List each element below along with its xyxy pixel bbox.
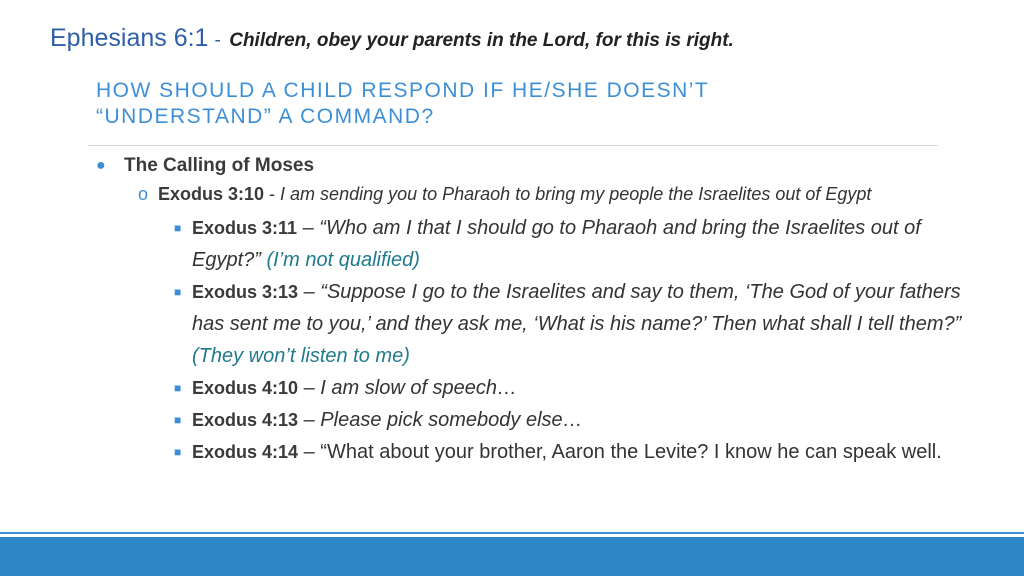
- item-label: The Calling of Moses: [124, 155, 315, 176]
- list-item: [96, 152, 976, 180]
- item-text: I am slow of speech…: [320, 377, 518, 399]
- item-note: (They won’t listen to me): [192, 345, 410, 367]
- item-separator: –: [298, 281, 321, 303]
- slide-heading: [96, 78, 709, 130]
- item-text: “Who am I that I should go to Pharaoh and bring the Israelites out of Egypt?”: [192, 217, 921, 271]
- title-reference: Ephesians 6:1: [50, 24, 209, 52]
- footer-rule: [0, 532, 1024, 534]
- item-separator: –: [298, 441, 321, 463]
- item-separator: –: [298, 409, 321, 431]
- item-text: “Suppose I go to the Israelites and say to them, ‘The God of your fathers has sent me to you,’ and they ask me, ‘What is his name?’ Then what shall I tell them?”: [192, 281, 962, 335]
- title-dash: -: [214, 30, 221, 51]
- item-text: “What about your brother, Aaron the Levite? I know he can speak well.: [320, 441, 942, 463]
- heading-line-2: “UNDERSTAND” A COMMAND?: [96, 105, 435, 128]
- slide-title: [50, 24, 734, 53]
- square-bullet-icon: ■: [174, 381, 182, 395]
- list-item: [174, 436, 976, 468]
- title-verse: Children, obey your parents in the Lord, for this is right.: [229, 30, 734, 51]
- item-text: Please pick somebody else…: [320, 409, 583, 431]
- item-reference: Exodus 4:10: [192, 378, 299, 398]
- footer-bar: [0, 537, 1024, 576]
- filled-circle-bullet-icon: ●: [96, 157, 106, 174]
- square-bullet-icon: ■: [174, 445, 182, 459]
- item-separator: –: [297, 217, 320, 239]
- bullet-list: [96, 152, 976, 468]
- item-reference: Exodus 3:10: [158, 184, 265, 204]
- list-item: [174, 404, 976, 436]
- item-text: I am sending you to Pharaoh to bring my people the Israelites out of Egypt: [280, 184, 872, 204]
- item-reference: Exodus 4:14: [192, 442, 299, 462]
- square-bullet-icon: ■: [174, 285, 182, 299]
- item-separator: -: [264, 184, 281, 204]
- square-bullet-icon: ■: [174, 221, 182, 235]
- item-reference: Exodus 3:11: [192, 218, 298, 238]
- square-bullet-icon: ■: [174, 413, 182, 427]
- item-reference: Exodus 4:13: [192, 410, 299, 430]
- list-item: [138, 180, 976, 208]
- divider: [88, 145, 938, 146]
- list-item: [174, 212, 976, 276]
- list-item: [174, 372, 976, 404]
- item-separator: –: [298, 377, 321, 399]
- hollow-circle-bullet-icon: o: [138, 184, 149, 204]
- item-reference: Exodus 3:13: [192, 282, 299, 302]
- list-item: [174, 276, 976, 372]
- heading-line-1: HOW SHOULD A CHILD RESPOND IF HE/SHE DOESN’T: [96, 79, 710, 102]
- item-note: (I’m not qualified): [266, 249, 420, 271]
